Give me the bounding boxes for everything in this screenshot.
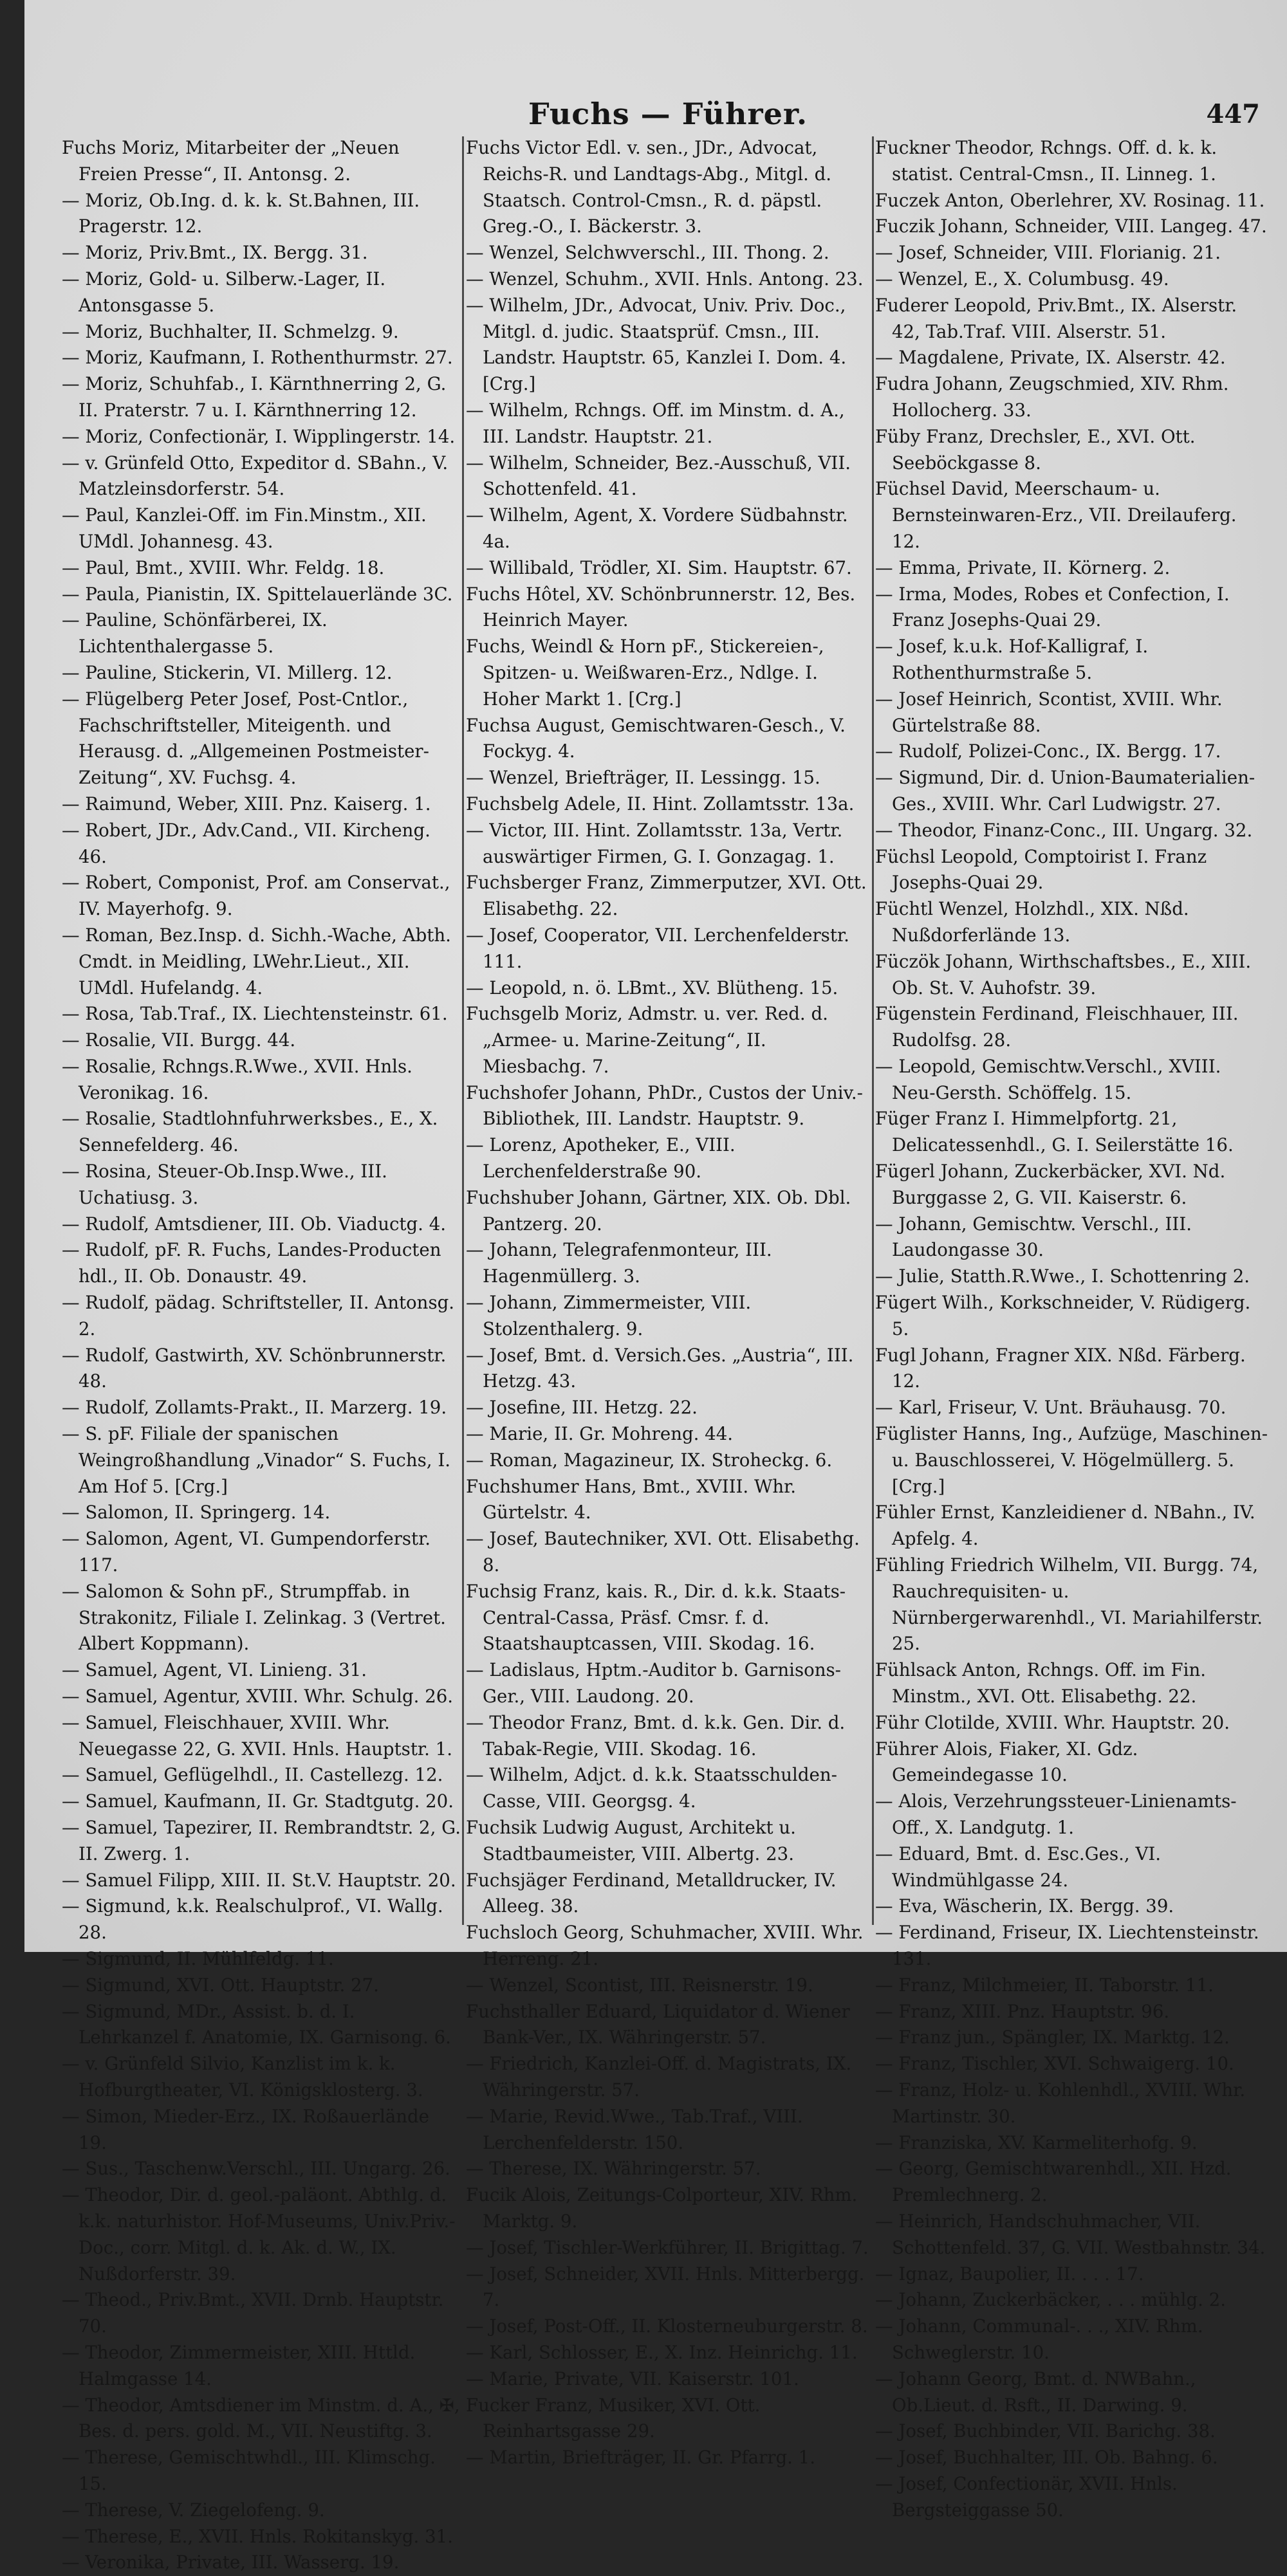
directory-entry: — Rosalie, VII. Burgg. 44.	[62, 1029, 296, 1051]
directory-entry: — Friedrich, Kanzlei-Off. d. Magistrats, IX. Währingerstr. 57.	[466, 2053, 852, 2101]
directory-entry: — Samuel, Fleischhauer, XVIII. Whr. Neuegasse 22, G. XVII. Hnls. Hauptstr. 1.	[62, 1711, 452, 1760]
directory-entry: — Salomon, Agent, VI. Gumpendorferstr. 117.	[62, 1528, 431, 1576]
directory-entry: — Therese, IX. Währingerstr. 57.	[466, 2158, 761, 2180]
directory-entry: — v. Grünfeld Otto, Expeditor d. SBahn., V. Matzleinsdorferstr. 54.	[62, 452, 449, 500]
directory-entry: Fuchshofer Johann, PhDr., Custos der Univ.-Bibliothek, III. Landstr. Hauptstr. 9.	[466, 1081, 864, 1130]
directory-entry: — Emma, Private, II. Körnerg. 2.	[875, 557, 1171, 578]
directory-entry: — Moriz, Priv.Bmt., IX. Bergg. 31.	[62, 242, 368, 264]
directory-entry: Fuczik Johann, Schneider, VIII. Langeg. 47.	[875, 216, 1267, 237]
directory-entry: Fuchshumer Hans, Bmt., XVIII. Whr. Gürtelstr. 4.	[466, 1475, 797, 1523]
directory-entry: — Franz, XIII. Pnz. Hauptstr. 96.	[875, 2000, 1170, 2022]
directory-entry: — Wenzel, Schuhm., XVII. Hnls. Antong. 23.	[466, 268, 864, 290]
directory-entry: — Marie, Revid.Wwe., Tab.Traf., VIII. Lerchenfelderstr. 150.	[466, 2105, 803, 2153]
directory-entry: — Salomon & Sohn pF., Strumpffab. in Strakonitz, Filiale I. Zelinkag. 3 (Vertret. Albert Koppmann).	[62, 1580, 446, 1655]
directory-entry: Fügert Wilh., Korkschneider, V. Rüdigerg. 5.	[875, 1292, 1251, 1339]
directory-entry: — Samuel, Agentur, XVIII. Whr. Schulg. 26.	[62, 1686, 454, 1707]
directory-entry: — Samuel, Geflügelhdl., II. Castellezg. 12.	[62, 1764, 443, 1786]
directory-entry: — Sigmund, MDr., Assist. b. d. I. Lehrkanzel f. Anatomie, IX. Garnisong. 6.	[62, 2000, 451, 2048]
directory-entry: — Rosalie, Rchngs.R.Wwe., XVII. Hnls. Veronikag. 16.	[62, 1055, 412, 1103]
directory-entry: Füczök Johann, Wirthschaftsbes., E., XIII. Ob. St. V. Auhofstr. 39.	[875, 950, 1252, 998]
directory-entry: — Eduard, Bmt. d. Esc.Ges., VI. Windmühlgasse 24.	[875, 1843, 1162, 1891]
directory-entry: — Theodor, Finanz-Conc., III. Ungarg. 32.	[875, 819, 1253, 841]
directory-entry: — Samuel, Kaufmann, II. Gr. Stadtgutg. 20.	[62, 1790, 454, 1812]
directory-entry: Füby Franz, Drechsler, E., XVI. Ott. Seeböckgasse 8.	[875, 425, 1196, 474]
directory-entry: — Sigmund, Dir. d. Union-Baumaterialien-Ges., XVIII. Whr. Carl Ludwigstr. 27.	[875, 767, 1255, 814]
directory-entry: Füchsel David, Meerschaum- u. Bernsteinwaren-Erz., VII. Dreilauferg. 12.	[875, 478, 1237, 552]
directory-entry: — Leopold, Gemischtw.Verschl., XVIII. Neu-Gersth. Schöffelg. 15.	[875, 1055, 1221, 1103]
directory-entry: — Ignaz, Baupolier, II. . . . 17.	[875, 2263, 1144, 2285]
directory-entry: Fuchs Victor Edl. v. sen., JDr., Advocat, Reichs-R. und Landtags-Abg., Mitgl. d. Staatsch. Control-Cmsn., R. d. päpstl. Greg.-O., I. Bäckerstr. 3.	[466, 137, 832, 237]
directory-entry: — Simon, Mieder-Erz., IX. Roßauerlände 19.	[62, 2105, 429, 2153]
directory-entry: — Franziska, XV. Karmeliterhofg. 9.	[875, 2131, 1198, 2153]
directory-entry: — Rosina, Steuer-Ob.Insp.Wwe., III. Uchatiusg. 3.	[62, 1161, 387, 1208]
directory-entry: — Johann, Telegrafenmonteur, III. Hagenmüllerg. 3.	[466, 1239, 772, 1287]
directory-entry: Füchsl Leopold, Comptoirist I. Franz Josephs-Quai 29.	[875, 845, 1207, 894]
column-divider	[462, 136, 464, 1925]
directory-entry: — Wenzel, Scontist, III. Reisnerstr. 19.	[466, 1974, 813, 1996]
directory-entry: — Rosalie, Stadtlohnfuhrwerksbes., E., X. Sennefelderg. 46.	[62, 1108, 438, 1156]
directory-entry: — Julie, Statth.R.Wwe., I. Schottenring 2.	[875, 1265, 1250, 1287]
directory-entry: — Samuel, Agent, VI. Linieng. 31.	[62, 1659, 367, 1681]
directory-entry: Fühlsack Anton, Rchngs. Off. im Fin. Minstm., XVI. Ott. Elisabethg. 22.	[875, 1659, 1206, 1707]
directory-entry: Fuchsloch Georg, Schuhmacher, XVIII. Whr. Herreng. 21.	[466, 1922, 864, 1969]
directory-entry: Fuczek Anton, Oberlehrer, XV. Rosinag. 11.	[875, 189, 1265, 211]
directory-entry: — Salomon, II. Springerg. 14.	[62, 1502, 331, 1523]
column-right	[875, 135, 1269, 2521]
directory-entry: — Eva, Wäscherin, IX. Bergg. 39.	[875, 1895, 1174, 1917]
directory-entry: — Rudolf, Zollamts-Prakt., II. Marzerg. 19.	[62, 1397, 447, 1419]
directory-entry: — Sigmund, XVI. Ott. Hauptstr. 27.	[62, 1974, 379, 1996]
directory-entry: — Marie, Private, VII. Kaiserstr. 101.	[466, 2368, 799, 2389]
directory-entry: — Rudolf, Gastwirth, XV. Schönbrunnerstr. 48.	[62, 1344, 447, 1392]
directory-entry: — Robert, JDr., Adv.Cand., VII. Kircheng. 46.	[62, 819, 431, 867]
directory-entry: — Moriz, Ob.Ing. d. k. k. St.Bahnen, III. Pragerstr. 12.	[62, 189, 420, 237]
directory-entry: — Wenzel, Selchwverschl., III. Thong. 2.	[466, 242, 829, 264]
directory-entry: Fügenstein Ferdinand, Fleischhauer, III. Rudolfsg. 28.	[875, 1003, 1239, 1051]
column-divider	[872, 136, 874, 1925]
directory-entry: — Josef, Bmt. d. Versich.Ges. „Austria“, III. Hetzg. 43.	[466, 1344, 854, 1392]
directory-entry: — Wenzel, E., X. Columbusg. 49.	[875, 268, 1169, 290]
directory-entry: — Paula, Pianistin, IX. Spittelauerlände 3C.	[62, 583, 453, 605]
directory-entry: — Paul, Kanzlei-Off. im Fin.Minstm., XII. UMdl. Johannesg. 43.	[62, 504, 427, 552]
directory-entry: Fuderer Leopold, Priv.Bmt., IX. Alserstr. 42, Tab.Traf. VIII. Alserstr. 51.	[875, 294, 1237, 342]
directory-entry: — Wenzel, Briefträger, II. Lessingg. 15.	[466, 767, 820, 789]
directory-entry: — Therese, V. Ziegelofeng. 9.	[62, 2499, 325, 2521]
directory-entry: — Johann, Zimmermeister, VIII. Stolzenthalerg. 9.	[466, 1292, 752, 1339]
directory-entry: Fuchsbelg Adele, II. Hint. Zollamtsstr. 13a.	[466, 793, 855, 814]
directory-entry: Fühling Friedrich Wilhelm, VII. Burgg. 74, Rauchrequisiten- u. Nürnbergerwarenhdl., VI. Mariahilferstr. 25.	[875, 1554, 1263, 1655]
directory-entry: — Samuel, Tapezirer, II. Rembrandtstr. 2, G. II. Zwerg. 1.	[62, 1817, 461, 1864]
directory-entry: Fuchsa August, Gemischtwaren-Gesch., V. Fockyg. 4.	[466, 714, 846, 762]
directory-entry: Führ Clotilde, XVIII. Whr. Hauptstr. 20.	[875, 1711, 1230, 1733]
directory-entry: — v. Grünfeld Silvio, Kanzlist im k. k. Hofburgtheater, VI. Königsklosterg. 3.	[62, 2053, 423, 2101]
directory-entry: — Wilhelm, Adjct. d. k.k. Staatsschulden-Casse, VIII. Georgsg. 4.	[466, 1764, 837, 1812]
directory-entry: — Raimund, Weber, XIII. Pnz. Kaiserg. 1.	[62, 793, 431, 814]
directory-entry: — Rudolf, pF. R. Fuchs, Landes-Producten hdl., II. Ob. Donaustr. 49.	[62, 1239, 441, 1287]
directory-entry: — Flügelberg Peter Josef, Post-Cntlor., Fachschriftsteller, Miteigenth. und Herausg. d. „Allgemeinen Postmeister-Zeitung“, XV. Fuchsg. 4.	[62, 688, 429, 789]
directory-entry: — Theodor Franz, Bmt. d. k.k. Gen. Dir. d. Tabak-Regie, VIII. Skodag. 16.	[466, 1711, 846, 1760]
directory-entry: — Josefine, III. Hetzg. 22.	[466, 1397, 698, 1419]
directory-entry: — Josef, Tischler-Werkführer, II. Brigittag. 7.	[466, 2236, 869, 2258]
directory-entry: — Pauline, Schönfärberei, IX. Lichtenthalergasse 5.	[62, 609, 328, 658]
directory-entry: Füchtl Wenzel, Holzhdl., XIX. Nßd. Nußdorferlände 13.	[875, 898, 1189, 946]
directory-entry: — Ladislaus, Hptm.-Auditor b. Garnisons-Ger., VIII. Laudong. 20.	[466, 1659, 841, 1707]
directory-entry: — Rudolf, Amtsdiener, III. Ob. Viaductg. 4.	[62, 1213, 447, 1235]
directory-entry: — Rudolf, pädag. Schriftsteller, II. Antonsg. 2.	[62, 1292, 455, 1339]
directory-entry: — Heinrich, Handschuhmacher, VII. Schottenfeld. 37, G. VII. Westbahnstr. 34.	[875, 2210, 1266, 2258]
directory-entry: — Rudolf, Polizei-Conc., IX. Bergg. 17.	[875, 741, 1221, 762]
directory-entry: — Theod., Priv.Bmt., XVII. Drnb. Hauptstr. 70.	[62, 2289, 444, 2337]
directory-entry: — Theodor, Zimmermeister, XIII. Httld. Halmgasse 14.	[62, 2341, 416, 2389]
directory-entry: — Sigmund, k.k. Realschulprof., VI. Wallg. 28.	[62, 1895, 443, 1944]
directory-entry: — Franz, Milchmeier, II. Taborstr. 11.	[875, 1974, 1214, 1996]
directory-entry: — Rosa, Tab.Traf., IX. Liechtensteinstr. 61.	[62, 1003, 448, 1025]
directory-entry: — S. pF. Filiale der spanischen Weingroßhandlung „Vinador“ S. Fuchs, I. Am Hof 5. [Crg.]	[62, 1423, 450, 1497]
directory-entry: — Karl, Schlosser, E., X. Inz. Heinrichg. 11.	[466, 2341, 858, 2363]
directory-entry: Fucik Alois, Zeitungs-Colporteur, XIV. Rhm. Marktg. 9.	[466, 2184, 858, 2232]
directory-entry: — Josef Heinrich, Scontist, XVIII. Whr. Gürtelstraße 88.	[875, 688, 1223, 736]
directory-entry: — Josef, Buchhalter, III. Ob. Bahng. 6.	[875, 2447, 1218, 2469]
directory-entry: — Franz, Holz- u. Kohlenhdl., XVIII. Whr. Martinstr. 30.	[875, 2079, 1246, 2127]
directory-entry: Fuchs Hôtel, XV. Schönbrunnerstr. 12, Bes. Heinrich Mayer.	[466, 583, 856, 631]
directory-entry: — Wilhelm, JDr., Advocat, Univ. Priv. Doc., Mitgl. d. judic. Staatsprüf. Cmsn., III. Landstr. Hauptstr. 65, Kanzlei I. Dom. 4. [Crg.]	[466, 294, 847, 395]
directory-entry: — Theodor, Amtsdiener im Minstm. d. A., ✠, Bes. d. pers. gold. M., VII. Neustiftg. 3.	[62, 2394, 460, 2442]
directory-entry: Fuchsig Franz, kais. R., Dir. d. k.k. Staats-Central-Cassa, Präsf. Cmsr. f. d. Staatshauptcassen, VIII. Skodag. 16.	[466, 1580, 846, 1655]
directory-entry: — Leopold, n. ö. LBmt., XV. Blütheng. 15.	[466, 977, 838, 998]
directory-page	[24, 0, 1287, 2573]
directory-entry: Fuchs Moriz, Mitarbeiter der „Neuen Freien Presse“, II. Antonsg. 2.	[62, 137, 400, 185]
directory-entry: — Marie, II. Gr. Mohreng. 44.	[466, 1423, 734, 1445]
directory-entry: — Ferdinand, Friseur, IX. Liechtensteinstr. 131.	[875, 1922, 1259, 1969]
directory-entry: — Irma, Modes, Robes et Confection, I. Franz Josephs-Quai 29.	[875, 583, 1230, 631]
directory-entry: — Johann Georg, Bmt. d. NWBahn., Ob.Lieut. d. Rsft., II. Darwing. 9.	[875, 2368, 1196, 2416]
directory-entry: Füglister Hanns, Ing., Aufzüge, Maschinen- u. Bauschlosserei, V. Högelmüllerg. 5. [Crg.]	[875, 1423, 1268, 1497]
directory-entry: — Josef, k.u.k. Hof-Kalligraf, I. Rothenthurmstraße 5.	[875, 636, 1149, 683]
directory-entry: — Johann, Zuckerbäcker, . . . mühlg. 2.	[875, 2289, 1227, 2311]
directory-entry: — Moriz, Buchhalter, II. Schmelzg. 9.	[62, 320, 399, 342]
directory-entry: Fugl Johann, Fragner XIX. Nßd. Färberg. 12.	[875, 1344, 1246, 1392]
directory-entry: — Josef, Confectionär, XVII. Hnls. Bergsteiggasse 50.	[875, 2472, 1178, 2521]
directory-entry: — Wilhelm, Agent, X. Vordere Südbahnstr. 4a.	[466, 504, 848, 552]
directory-entry: — Moriz, Kaufmann, I. Rothenthurmstr. 27.	[62, 347, 453, 369]
directory-entry: — Franz jun., Spängler, IX. Marktg. 12.	[875, 2027, 1230, 2048]
page-number: 447	[1206, 99, 1260, 129]
directory-entry: — Willibald, Trödler, XI. Sim. Hauptstr. 67.	[466, 557, 852, 578]
directory-entry: — Alois, Verzehrungssteuer-Linienamts-Off., X. Landgutg. 1.	[875, 1790, 1237, 1838]
directory-entry: — Josef, Bautechniker, XVI. Ott. Elisabethg. 8.	[466, 1528, 860, 1576]
directory-entry: — Georg, Gemischtwarenhdl., XII. Hzd. Premlechnerg. 2.	[875, 2158, 1232, 2206]
column-left	[62, 135, 461, 2573]
directory-entry: — Therese, E., XVII. Hnls. Rokitanskyg. 31.	[62, 2525, 453, 2547]
directory-entry: — Josef, Schneider, VIII. Florianig. 21.	[875, 242, 1221, 264]
directory-entry: — Roman, Magazineur, IX. Stroheckg. 6.	[466, 1449, 833, 1471]
directory-entry: Fuchs, Weindl & Horn pF., Stickereien-, Spitzen- u. Weißwaren-Erz., Ndlge. I. Hoher Markt 1. [Crg.]	[466, 636, 824, 710]
running-title: Fuchs — Führer.	[528, 97, 808, 131]
directory-entry: — Moriz, Confectionär, I. Wipplingerstr. 14.	[62, 425, 456, 447]
column-middle	[466, 135, 870, 2469]
directory-entry: — Paul, Bmt., XVIII. Whr. Feldg. 18.	[62, 557, 385, 578]
directory-entry: Füger Franz I. Himmelpfortg. 21, Delicatessenhdl., G. I. Seilerstätte 16.	[875, 1108, 1234, 1156]
directory-entry: Fuchsjäger Ferdinand, Metalldrucker, IV. Alleeg. 38.	[466, 1869, 837, 1917]
directory-entry: — Sus., Taschenw.Verschl., III. Ungarg. 26.	[62, 2158, 450, 2180]
directory-entry: — Martin, Briefträger, II. Gr. Pfarrg. 1.	[466, 2447, 815, 2469]
directory-entry: Fügerl Johann, Zuckerbäcker, XVI. Nd. Burggasse 2, G. VII. Kaiserstr. 6.	[875, 1161, 1226, 1208]
directory-entry: — Josef, Post-Off., II. Klosterneuburgerstr. 8.	[466, 2315, 868, 2337]
directory-entry: — Robert, Componist, Prof. am Conservat., IV. Mayerhofg. 9.	[62, 872, 450, 920]
directory-entry: Fuchsberger Franz, Zimmerputzer, XVI. Ott. Elisabethg. 22.	[466, 872, 867, 920]
directory-entry: Fuchsgelb Moriz, Admstr. u. ver. Red. d. „Armee- u. Marine-Zeitung“, II. Miesbachg. 7.	[466, 1003, 828, 1077]
directory-entry: Fuckner Theodor, Rchngs. Off. d. k. k. statist. Central-Cmsn., II. Linneg. 1.	[875, 137, 1218, 185]
directory-entry: — Lorenz, Apotheker, E., VIII. Lerchenfelderstraße 90.	[466, 1134, 736, 1182]
directory-entry: — Sigmund, II. Mühlfeldg. 11.	[62, 1947, 334, 1969]
directory-entry: — Veronika, Private, III. Wasserg. 19.	[62, 2552, 400, 2573]
directory-entry: — Josef, Schneider, XVII. Hnls. Mitterbergg. 7.	[466, 2263, 865, 2311]
directory-entry: — Magdalene, Private, IX. Alserstr. 42.	[875, 347, 1226, 369]
directory-entry: Fuchshuber Johann, Gärtner, XIX. Ob. Dbl. Pantzerg. 20.	[466, 1186, 851, 1235]
directory-entry: — Moriz, Gold- u. Silberw.-Lager, II. Antonsgasse 5.	[62, 268, 386, 316]
directory-entry: — Therese, Gemischtwhdl., III. Klimschg. 15.	[62, 2447, 436, 2494]
directory-entry: — Roman, Bez.Insp. d. Sichh.-Wache, Abth. Cmdt. in Meidling, LWehr.Lieut., XII. UMdl. Hufelandg. 4.	[62, 924, 451, 998]
directory-entry: — Victor, III. Hint. Zollamtsstr. 13a, Vertr. auswärtiger Firmen, G. I. Gonzagag. 1.	[466, 819, 843, 867]
directory-entry: Fuchsik Ludwig August, Architekt u. Stadtbaumeister, VIII. Albertg. 23.	[466, 1817, 796, 1864]
directory-entry: Fühler Ernst, Kanzleidiener d. NBahn., IV. Apfelg. 4.	[875, 1502, 1255, 1550]
directory-entry: — Franz, Tischler, XVI. Schwaigerg. 10.	[875, 2053, 1234, 2075]
directory-entry: Fudra Johann, Zeugschmied, XIV. Rhm. Hollocherg. 33.	[875, 373, 1229, 421]
directory-entry: — Pauline, Stickerin, VI. Millerg. 12.	[62, 661, 393, 683]
directory-entry: — Wilhelm, Rchngs. Off. im Minstm. d. A., III. Landstr. Hauptstr. 21.	[466, 399, 845, 447]
directory-entry: — Johann, Gemischtw. Verschl., III. Laudongasse 30.	[875, 1213, 1192, 1261]
directory-entry: — Josef, Cooperator, VII. Lerchenfelderstr. 111.	[466, 924, 849, 972]
directory-entry: — Theodor, Dir. d. geol.-paläont. Abthlg. d. k.k. naturhistor. Hof-Museums, Univ.Priv.-Doc., corr. Mitgl. d. k. Ak. d. W., IX. Nußdorferstr. 39.	[62, 2184, 456, 2285]
directory-entry: — Samuel Filipp, XIII. II. St.V. Hauptstr. 20.	[62, 1869, 456, 1891]
directory-entry: — Karl, Friseur, V. Unt. Bräuhausg. 70.	[875, 1397, 1227, 1419]
directory-entry: Führer Alois, Fiaker, XI. Gdz. Gemeindegasse 10.	[875, 1738, 1138, 1786]
directory-entry: — Wilhelm, Schneider, Bez.-Ausschuß, VII. Schottenfeld. 41.	[466, 452, 851, 500]
directory-entry: Fuchsthaller Eduard, Liquidator d. Wiener Bank-Ver., IX. Währingerstr. 57.	[466, 2000, 850, 2048]
directory-entry: — Johann, Communal-. . ., XIV. Rhm. Schweglerstr. 10.	[875, 2315, 1203, 2363]
directory-entry: — Moriz, Schuhfab., I. Kärnthnerring 2, G. II. Praterstr. 7 u. I. Kärnthnerring 12.	[62, 373, 447, 421]
directory-entry: — Josef, Buchbinder, VII. Barichg. 38.	[875, 2420, 1216, 2442]
directory-entry: Fucker Franz, Musiker, XVI. Ott. Reinhartsgasse 29.	[466, 2394, 761, 2442]
